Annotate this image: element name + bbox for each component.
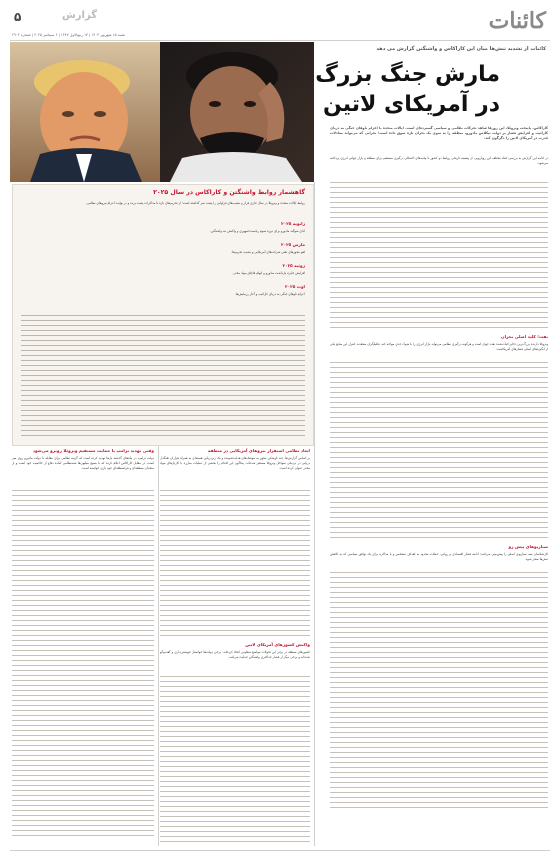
left-filler [12,490,154,840]
left-column [12,446,154,846]
article-title-line1: مارش جنگ بزرگ [315,62,500,87]
main-column [330,182,548,846]
main-filler-top [330,182,548,332]
section2-heading: ابعاد نظامی استقرار نیروهای آمریکایی در منطقه [208,448,310,453]
section2-body: بر اساس گزارش‌ها، چند ناوشکن مجهز به موشک‌های هدایت‌شونده و یک زیردریایی هسته‌ای به همراه هزاران تفنگدار دریایی در نزدیکی سواحل ونزوئلا مستقر شده‌اند. پنتاگون این اقدام را بخشی از عملیات مبارزه با کارتل‌های مواد مخدر عنوان کرده است. [160,456,310,470]
timeline-item [21,242,305,260]
section5-heading: سناریوهای پیش رو [508,544,548,549]
section5-body: کارشناسان سه سناریوی اصلی را پیش‌بینی می‌کنند: ادامه فشار اقتصادی و روانی، حملات محدود به اهداف مشخص و یا مذاکره برای یک توافق سیاسی که به کاهش تنش‌ها منجر شود. [330,552,548,561]
timeline-item-date: مارس ۲۰۲۵ [280,242,305,247]
timeline-item-date: ژانویه ۲۰۲۵ [281,221,305,226]
section1-body: دولت ترامپ در ماه‌های گذشته بارها تهدید کرده است که گزینه نظامی برای مقابله با دولت مادورو روی میز است. در مقابل کاراکاس اعلام کرده که با بسیج میلیون‌ها شبه‌نظامی آماده دفاع از حاکمیت خود است و از متحدان منطقه‌ای و فرامنطقه‌ای خود یاری خواسته است. [12,456,154,470]
timeline-item [21,221,305,239]
section-label: گزارش [62,10,98,21]
section4-body: ونزوئلا دارنده بزرگ‌ترین ذخایر اثبات‌شده نفت جهان است و هرگونه درگیری نظامی می‌تواند بازار انرژی را با شوک جدی مواجه کند. تحلیلگران معتقدند کنترل این منابع یکی از انگیزه‌های اصلی فشارهای آمریکاست. [330,342,548,351]
section3-body: کشورهای منطقه در برابر این تحولات مواضع متفاوتی اتخاذ کرده‌اند. برخی دولت‌ها خواستار خویشتن‌داری و گفت‌وگو شده‌اند و برخی دیگر از فشار حداکثری واشنگتن حمایت می‌کنند. [160,650,310,659]
timeline-item-text: اعزام ناوهای جنگی به دریای کارائیب و آغاز رزمایش‌ها. [234,292,305,296]
logo: کائنات [488,8,546,34]
section3-heading: واکنش کشورهای آمریکای لاتین [245,642,310,647]
section1-heading: وقتی تهدید ترامپ با حمایت مستقیم ونزوئلا روبرو می‌شود [32,448,154,453]
timeline-item-date: اوت ۲۰۲۵ [285,284,305,289]
article-lead: کاراکاس، پایتخت ونزوئلا، این روزها شاهد تحرکات نظامی و سیاسی گسترده‌ای است. ایالات متحده با اعزام ناوهای جنگی به دریای کارائیب و افزایش فشار بر دولت نیکلاس مادورو، منطقه را به سوی یک بحران تازه سوق داده است؛ بحرانی که می‌تواند معادلات قدرت در آمریکای لاتین را دگرگون کند. [330,126,548,140]
page-number: ۵ [14,10,22,24]
timeline-filler [21,315,305,439]
article-kicker: کائنات از تشدید تنش‌ها میان این کاراکاس و واشنگتن گزارش می دهد [376,46,546,52]
timeline-item [21,263,305,281]
timeline-title: گاهشمار روابط واشنگتن و کاراکاس در سال ۲۰۲۵ [153,189,305,196]
timeline-box [12,184,314,446]
middle-filler-2 [160,676,310,846]
timeline-item-text: ادای سوگند مادورو برای دوره سوم ریاست‌جمهوری و واکنش تند واشنگتن. [209,229,305,233]
timeline-item-text: لغو مجوزهای نفتی شرکت‌های آمریکایی و تشدید تحریم‌ها. [231,250,305,254]
timeline-item-date: ژوئیه ۲۰۲۵ [282,263,305,268]
timeline-item-text: افزایش جایزه بازداشت مادورو و اتهام قاچاق مواد مخدر. [232,271,305,275]
article-lead-2: در ادامه این گزارش به بررسی ابعاد مختلف این رویارویی، از پیشینه تاریخی روابط دو کشور تا پیامدهای احتمالی درگیری مستقیم برای منطقه و بازار جهانی انرژی پرداخته می‌شود. [330,156,548,165]
masthead [0,0,560,44]
main-filler-mid [330,362,548,542]
article-title-line2: در آمریکای لاتین [322,92,500,117]
date-line: شنبه ۱۵ شهریور ۱۴۰۴ | ۱۳ ربیع‌الاول ۱۴۴۷ | ۶ سپتامبر ۲۰۲۵ | شماره ۲۹۰۴ [12,33,125,37]
timeline-intro: روابط ایالات متحده و ونزوئلا در سال جاری فراز و نشیب‌های فراوانی را پشت سر گذاشته است؛ از تحریم‌های تازه تا مذاکرات پشت پرده و در نهایت اعزام نیروهای نظامی. [85,201,305,205]
middle-filler-1 [160,490,310,640]
photo-collage [10,42,314,182]
timeline-item [21,284,305,302]
section4-heading: نفت؛ کلید اصلی بحران [501,334,548,339]
middle-column [160,446,310,846]
main-filler-bottom [330,572,548,812]
